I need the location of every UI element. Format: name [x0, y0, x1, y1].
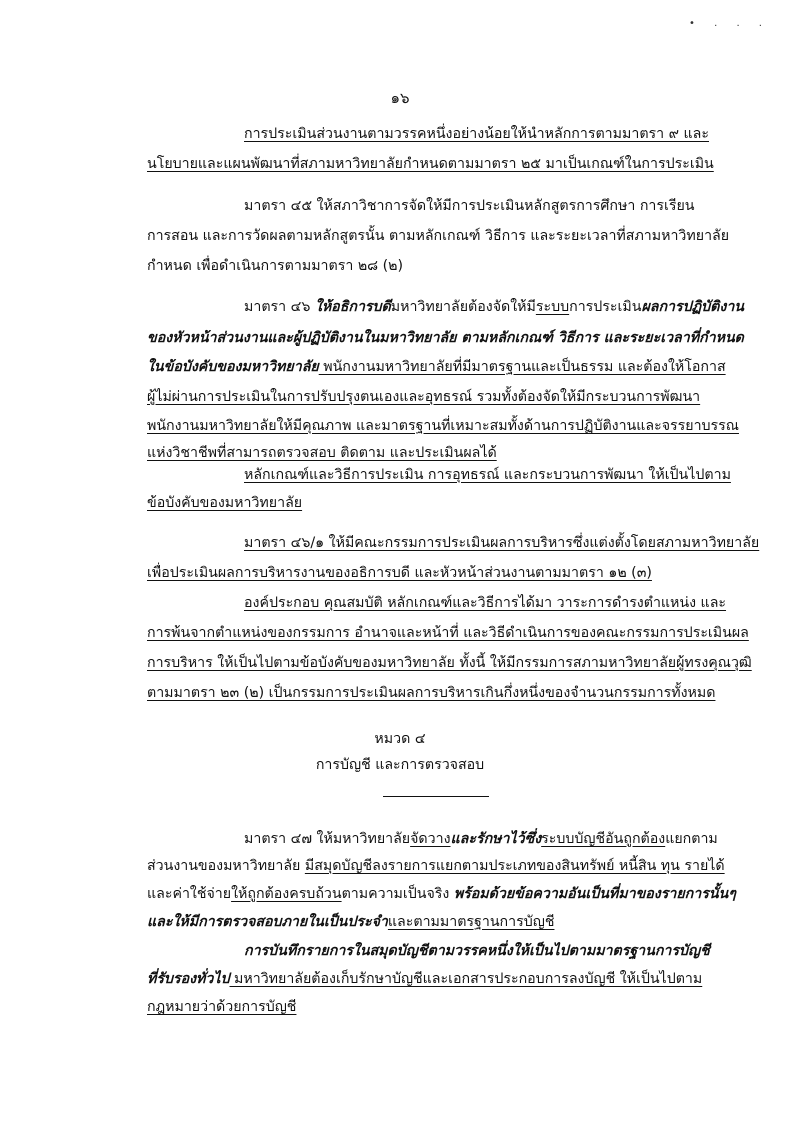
inserted-text: ระบบ [535, 299, 570, 315]
section46-text: มหาวิทยาลัยต้องจัดให้มี [390, 299, 536, 315]
section46-1-line6: ตามมาตรา ๒๓ (๒) เป็นกรรมการประเมินผลการบริหารเกินกึ่งหนึ่งของจำนวนกรรมการทั้งหมด [147, 685, 716, 701]
section47-line7: กฎหมายว่าด้วยการบัญชี [147, 999, 297, 1015]
chapter-heading: หมวด ๔ [374, 731, 426, 747]
section46-line7: หลักเกณฑ์และวิธีการประเมิน การอุทธรณ์ และกระบวนการพัฒนา ให้เป็นไปตาม [244, 467, 731, 483]
section46-line4: ผู้ไม่ผ่านการประเมินในการปรับปรุงตนเองและอุทธรณ์ รวมทั้งต้องจัดให้มีกระบวนการพัฒนา [147, 389, 701, 405]
amended-text: และให้มีการตรวจสอบภายในเป็นประจำ [147, 914, 388, 930]
section46-1-line5: การบริหาร ให้เป็นไปตามข้อบังคับของมหาวิทยาลัย ทั้งนี้ ให้มีกรรมการสภามหาวิทยาลัยผู้ทรงคุณวุฒิ [147, 655, 752, 671]
section46-line5: พนักงานมหาวิทยาลัยให้มีคุณภาพ และมาตรฐานที่เหมาะสมทั้งด้านการปฏิบัติงานและจรรยาบรรณ [147, 418, 739, 434]
section47-text: แยกตาม [665, 831, 718, 847]
section45-line2: การสอน และการวัดผลตามหลักสูตรนั้น ตามหลักเกณฑ์ วิธีการ และระยะเวลาที่สภามหาวิทยาลัย [147, 228, 730, 244]
section45-line3: กำหนด เพื่อดำเนินการตามมาตรา ๒๘ (๒) [147, 258, 404, 274]
inserted-text: มหาวิทยาลัยต้องเก็บรักษาบัญชีและเอกสารประกอบการลงบัญชี ให้เป็นไปตาม [229, 971, 703, 987]
amended-text: ให้อธิการบดี [314, 299, 391, 315]
amended-text: ที่รับรองทั่วไป [147, 971, 230, 987]
section47-text: ตามความเป็นจริง [341, 886, 454, 902]
chapter-divider [383, 796, 489, 797]
section47-line2 [147, 856, 725, 876]
section47-line4 [147, 912, 554, 932]
section47-line3 [147, 884, 736, 904]
inserted-text: มีสมุดบัญชีลงรายการแยกตามประเภทของสินทรัพย์ หนี้สิน ทุน รายได้ [304, 858, 725, 874]
section47-line1 [244, 829, 718, 849]
para1-line2: นโยบายและแผนพัฒนาที่สภามหาวิทยาลัยกำหนดตามมาตรา ๒๕ มาเป็นเกณฑ์ในการประเมิน [147, 156, 714, 172]
section46-line3 [147, 357, 726, 377]
section47-line6 [147, 969, 702, 989]
inserted-text: ให้ถูกต้องครบถ้วน [231, 886, 342, 902]
corner-marks: • . . . [689, 18, 770, 29]
section46-line6: แห่งวิชาชีพที่สามารถตรวจสอบ ติดตาม และประเมินผลได้ [147, 445, 497, 461]
page-number: ๑๖ [390, 89, 410, 107]
amended-text: ในข้อบังคับของมหาวิทยาลัย [147, 359, 319, 375]
para1-line1: การประเมินส่วนงานตามวรรคหนึ่งอย่างน้อยให้นำหลักการตามมาตรา ๙ และ [244, 126, 709, 142]
amended-text: และรักษาไว้ซึ่ง [450, 831, 542, 847]
section46-1-line4: การพ้นจากตำแหน่งของกรรมการ อำนาจและหน้าที่ และวิธีดำเนินการของคณะกรรมการประเมินผล [147, 625, 749, 641]
inserted-text: พนักงานมหาวิทยาลัยที่มีมาตรฐานและเป็นธรรม และต้องให้โอกาส [318, 359, 726, 375]
chapter-title: การบัญชี และการตรวจสอบ [315, 757, 485, 773]
section47-number: มาตรา ๔๗ ให้มหาวิทยาลัย [244, 831, 411, 847]
inserted-text: จัดวาง [410, 831, 451, 847]
section46-line2: ของหัวหน้าส่วนงานและผู้ปฏิบัติงานในมหาวิทยาลัย ตามหลักเกณฑ์ วิธีการ และระยะเวลาที่กำหนด [147, 330, 744, 346]
section46-1-line1: มาตรา ๔๖/๑ ให้มีคณะกรรมการประเมินผลการบริหารซึ่งแต่งตั้งโดยสภามหาวิทยาลัย [244, 535, 760, 551]
section46-number: มาตรา ๔๖ [244, 299, 315, 315]
amended-text: พร้อมด้วยข้อความอันเป็นที่มาของรายการนั้นๆ [453, 886, 736, 902]
section45-line1: มาตรา ๔๕ ให้สภาวิชาการจัดให้มีการประเมินหลักสูตรการศึกษา การเรียน [244, 198, 695, 214]
inserted-text: ระบบบัญชีอันถูกต้อง [541, 831, 666, 847]
section47-text: ส่วนงานของมหาวิทยาลัย [147, 858, 305, 874]
section47-line5: การบันทึกรายการในสมุดบัญชีตามวรรคหนึ่งให้เป็นไปตามมาตรฐานการบัญชี [244, 943, 710, 959]
section46-line1 [244, 297, 744, 317]
section46-1-line3: องค์ประกอบ คุณสมบัติ หลักเกณฑ์และวิธีการได้มา วาระการดำรงตำแหน่ง และ [244, 595, 727, 611]
amended-text: ผลการปฏิบัติงาน [641, 299, 744, 315]
section47-text: และค่าใช้จ่าย [147, 886, 232, 902]
section46-1-line2: เพื่อประเมินผลการบริหารงานของอธิการบดี และหัวหน้าส่วนงานตามมาตรา ๑๒ (๓) [147, 565, 652, 581]
section46-line8: ข้อบังคับของมหาวิทยาลัย [147, 495, 303, 511]
inserted-text: และตามมาตรฐานการบัญชี [387, 914, 555, 930]
section46-text: การประเมิน [569, 299, 642, 315]
